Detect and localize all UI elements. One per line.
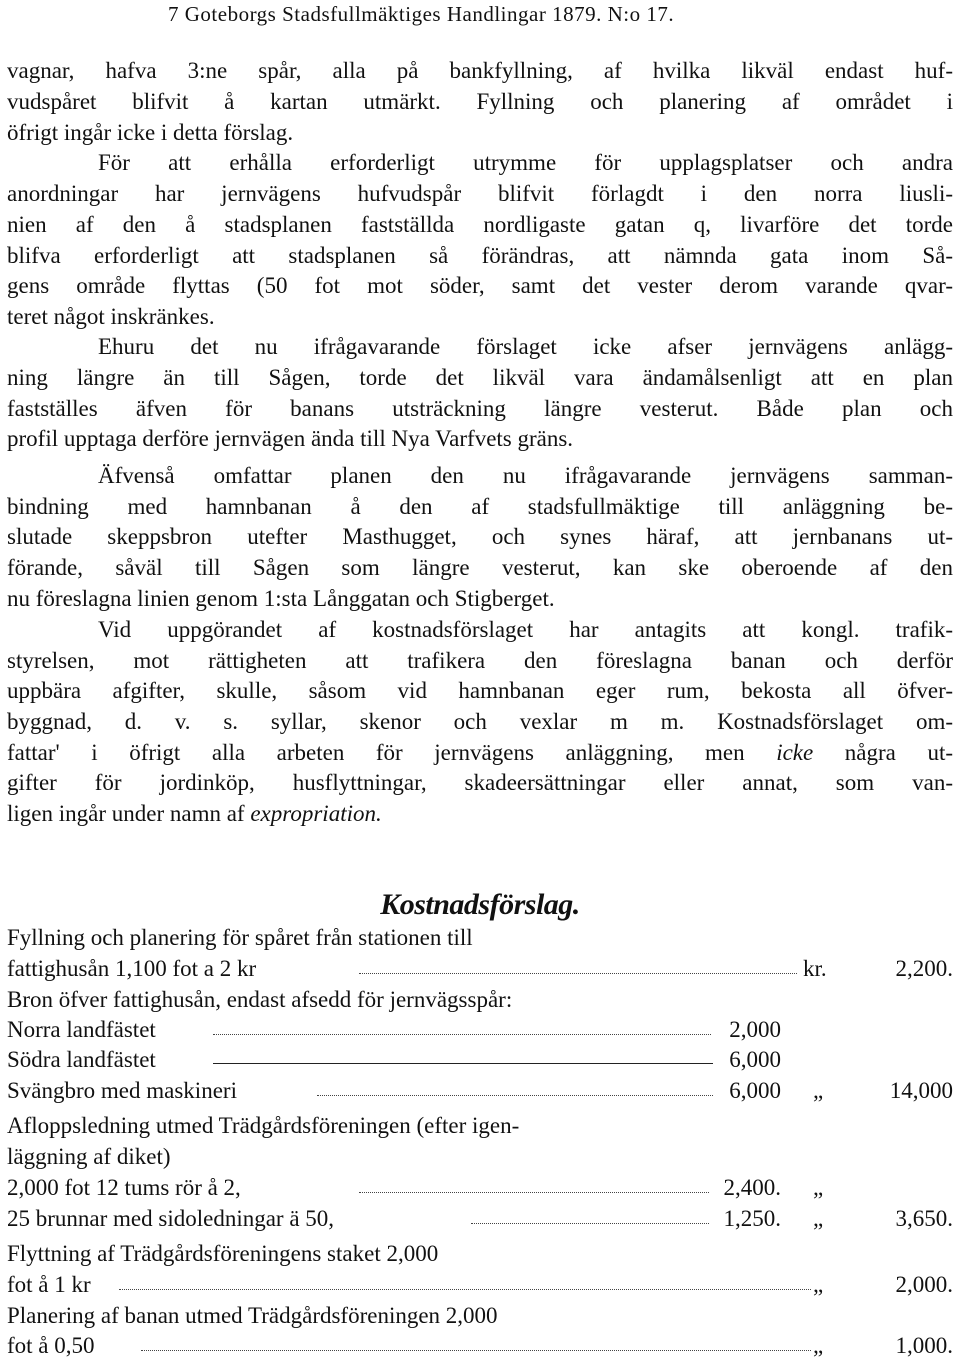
section-title: Kostnadsförslag. xyxy=(380,888,580,921)
text-line: nien af den å stadsplanen fastställda nordligaste gatan q, livarföre det torde xyxy=(7,212,953,237)
dot-leader xyxy=(471,1223,709,1224)
text-line: styrelsen, mot rättigheten att trafikera den föreslagna banan och derför xyxy=(7,648,953,673)
row-unit: „ xyxy=(813,1175,824,1200)
text-line: teret något inskränkes. xyxy=(7,304,215,329)
row-label: fot å 0,50 xyxy=(7,1333,95,1358)
text-fragment: fattar' i öfrigt alla arbeten för jernvägens anläggning, men xyxy=(7,740,777,765)
estimate-row xyxy=(7,1238,953,1269)
text-line: ning längre än till Sågen, torde det likväl vara ändamålsenligt att en plan xyxy=(7,365,953,390)
row-label: fattighusån 1,100 fot a 2 kr xyxy=(7,956,257,981)
row-label: fot å 1 kr xyxy=(7,1272,91,1297)
text-line-with-italic xyxy=(7,798,953,829)
text-line: byggnad, d. v. s. syllar, skenor och vexlar m m. Kostnadsförslaget om- xyxy=(7,709,953,734)
row-unit: „ xyxy=(813,1078,824,1103)
page-number: 7 xyxy=(168,2,179,26)
dot-leader xyxy=(141,1350,811,1351)
row-total: 14,000 xyxy=(889,1078,953,1103)
dot-leader xyxy=(359,973,797,974)
row-amount: 2,000 xyxy=(729,1017,781,1042)
estimate-row xyxy=(7,1075,953,1106)
italic-word: expropriation. xyxy=(250,801,382,826)
dot-leader xyxy=(119,1289,811,1290)
text-line: vudspåret blifvit å kartan utmärkt. Fyllning och planering af området i xyxy=(7,89,953,114)
estimate-row xyxy=(7,953,953,984)
row-label: Bron öfver fattighusån, endast afsedd för jernvägsspår: xyxy=(7,987,513,1012)
italic-word: icke xyxy=(776,740,814,765)
text-line: gifter för jordinköp, husflyttningar, skadeersättningar eller annat, som van- xyxy=(7,770,953,795)
text-line: För att erhålla erforderligt utrymme för upplagsplatser och andra xyxy=(98,150,953,175)
text-line: bindning med hamnbanan å den af stadsfullmäktige till anläggning be- xyxy=(7,494,953,519)
text-line: Ehuru det nu ifrågavarande förslaget icke afser jernvägens anlägg- xyxy=(98,334,953,359)
dot-leader xyxy=(359,1192,709,1193)
text-line: Äfvenså omfattar planen den nu ifrågavarande jernvägens samman- xyxy=(98,463,953,488)
row-total: 3,650. xyxy=(895,1206,953,1231)
row-label: Norra landfästet xyxy=(7,1017,156,1042)
text-fragment: ligen ingår under namn af xyxy=(7,801,251,826)
text-line-with-italic xyxy=(7,737,953,768)
row-total: 1,000. xyxy=(895,1333,953,1358)
text-line: uppbära afgifter, skulle, såsom vid hamnbanan eger rum, bekosta all öfver- xyxy=(7,678,953,703)
row-label: Södra landfästet xyxy=(7,1047,156,1072)
text-line: gens område flyttas (50 fot mot söder, samt det vester derom varande qvar- xyxy=(7,273,953,298)
text-fragment: några ut- xyxy=(813,740,953,765)
row-amount: 6,000 xyxy=(729,1078,781,1103)
row-label: Afloppsledning utmed Trädgårdsföreningen (efter igen- xyxy=(7,1113,520,1138)
row-amount: 1,250. xyxy=(723,1206,781,1231)
row-unit: „ xyxy=(813,1333,824,1358)
estimate-row xyxy=(7,1141,953,1172)
text-line: slutade skeppsbron utefter Masthugget, och synes häraf, att jernbanans ut- xyxy=(7,524,953,549)
estimate-row xyxy=(7,1110,953,1141)
estimate-row xyxy=(7,1330,953,1361)
row-unit: „ xyxy=(813,1272,824,1297)
row-label: Planering af banan utmed Trädgårdsföreningen 2,000 xyxy=(7,1303,498,1328)
row-amount: 2,400. xyxy=(723,1175,781,1200)
text-line: anordningar har jernvägens hufvudspår blifvit förlagdt i den norra liusli- xyxy=(7,181,953,206)
estimate-row xyxy=(7,922,953,953)
estimate-row xyxy=(7,1269,953,1300)
header-title: Goteborgs Stadsfullmäktiges Handlingar 1879. N:o 17. xyxy=(184,2,675,26)
dot-leader xyxy=(317,1095,713,1096)
row-unit: „ xyxy=(813,1206,824,1231)
rule-leader xyxy=(213,1063,713,1064)
text-line: nu föreslagna linien genom 1:sta Långgatan och Stigberget. xyxy=(7,586,555,611)
text-line: vagnar, hafva 3:ne spår, alla på bankfyllning, af hvilka likväl endast huf- xyxy=(7,58,953,83)
text-line: profil upptaga derföre jernvägen ända till Nya Varfvets gräns. xyxy=(7,426,574,451)
estimate-row xyxy=(7,1044,953,1075)
text-line: öfrigt ingår icke i detta förslag. xyxy=(7,120,294,145)
row-total: 2,000. xyxy=(895,1272,953,1297)
row-label: Flyttning af Trädgårdsföreningens staket 2,000 xyxy=(7,1241,439,1266)
row-label: Fyllning och planering för spåret från stationen till xyxy=(7,925,473,950)
row-label: 2,000 fot 12 tums rör å 2, xyxy=(7,1175,241,1200)
estimate-row xyxy=(7,1300,953,1331)
row-total: 2,200. xyxy=(895,956,953,981)
row-amount: 6,000 xyxy=(729,1047,781,1072)
estimate-row xyxy=(7,1014,953,1045)
dot-leader xyxy=(213,1034,711,1035)
text-line: fastställes äfven för banans utsträckning längre vesterut. Både plan och xyxy=(7,396,953,421)
row-label: Svängbro med maskineri xyxy=(7,1078,237,1103)
text-line: blifva erforderligt att stadsplanen så förändras, att nämnda gata inom Så- xyxy=(7,243,953,268)
row-unit: kr. xyxy=(803,956,827,981)
text-line: Vid uppgörandet af kostnadsförslaget har antagits att kongl. trafik- xyxy=(98,617,953,642)
row-label: 25 brunnar med sidoledningar ä 50, xyxy=(7,1206,335,1231)
estimate-row xyxy=(7,1203,953,1234)
row-label: läggning af diket) xyxy=(7,1144,171,1169)
page-header xyxy=(168,0,674,28)
estimate-row xyxy=(7,984,953,1015)
estimate-row xyxy=(7,1172,953,1203)
text-line: förande, såväl till Sågen som längre vesterut, kan ske oberoende af den xyxy=(7,555,953,580)
